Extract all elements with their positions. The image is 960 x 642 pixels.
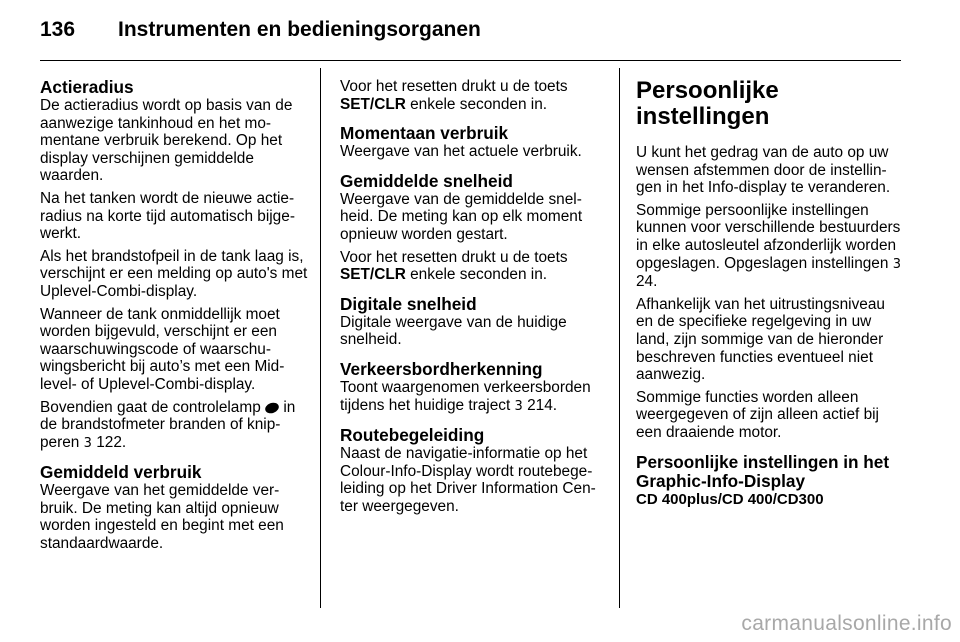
text: Voor het resetten drukt u de toets [340,78,568,95]
key-label: SET/CLR [340,266,406,284]
text: Bovendien gaat de controlelamp [40,398,261,416]
paragraph: Wanneer de tank onmiddellijk moet worden bijgevuld, verschijnt er een waarschuwingscode of waarschuwingsbericht bij auto’s met een Mid-level- of Uplevel-Combi-display. [40,305,285,393]
section-title [636,78,904,130]
paragraph: Weergave van de gemiddelde snelheid. De meting kan op elk moment opnieuw worden gestart. [340,190,583,243]
heading-momentaan-verbruik: Momentaan verbruik [340,123,509,144]
xref-arrow-icon: 3 [514,398,523,414]
header-rule [40,60,901,61]
heading-routebegeleiding: Routebegeleiding [340,425,485,446]
paragraph [340,249,606,284]
xref-arrow-icon: 3 [83,435,92,451]
column-1 [40,78,308,558]
paragraph: De actieradius wordt op basis van de aanwezige tankinhoud en het momentane verbruik berekend. Op het display verschijnen gemiddelde waarden. [40,97,293,185]
paragraph: Digitale weergave van de huidige snelheid. [340,313,567,349]
paragraph: Als het brandstofpeil in de tank laag is, verschijnt er een melding op auto's met Uplevel-Combi-display. [40,247,308,300]
page-reference[interactable]: 24. [636,273,658,291]
page-reference[interactable]: 214. [527,396,558,414]
paragraph: Afhankelijk van het uitrustingsniveau en de specifieke regelgeving in uw land, zijn sommige van de hieronder beschreven functies eventueel niet aanwezig. [636,295,885,384]
xref-arrow-icon: 3 [892,256,901,272]
text: Toont waargenomen verkeersborden tijdens het huidige traject [340,378,591,414]
subheading-models: CD 400plus/CD 400/CD300 [636,490,824,508]
paragraph [40,399,308,453]
paragraph: Weergave van het gemiddelde verbruik. De meting kan altijd opnieuw worden ingesteld en begint met een standaardwaarde. [40,482,284,553]
heading-gemiddeld-verbruik: Gemiddeld verbruik [40,462,202,483]
heading-actieradius: Actieradius [40,77,134,97]
paragraph [636,202,904,291]
heading-verkeersbordherkenning: Verkeersbordherkenning [340,358,543,379]
chapter-title: Instrumenten en bedieningsorganen [118,18,481,41]
paragraph: Naast de navigatie-informatie op het Colour-Info-Display wordt routebegeleiding op het Driver Information Center weergegeven. [340,445,596,515]
column-divider-2 [619,68,620,608]
page-reference[interactable]: 122. [96,433,127,451]
paragraph: Weergave van het actuele verbruik. [340,143,582,161]
heading-gemiddelde-snelheid: Gemiddelde snelheid [340,170,513,191]
watermark: carmanualsonline.info [741,612,952,635]
text: Sommige persoonlijke instellingen kunnen voor verschillende bestuurders in elke autosleutel afzonderlijk worden opgeslagen. Opgeslagen instellingen [636,201,901,272]
column-2 [340,78,606,521]
text: Voor het resetten drukt u de toets [340,248,568,266]
paragraph: Na het tanken wordt de nieuwe actieradius na korte tijd automatisch bijgewerkt. [40,189,295,243]
column-3 [636,78,904,508]
title-line: instellingen [636,103,770,130]
page-number: 136 [40,18,76,41]
paragraph [340,78,606,113]
text: enkele seconden in. [410,266,548,284]
text: enkele seconden in. [410,95,548,113]
paragraph [340,379,606,415]
text: in de brandstofmeter branden of knipperen [40,398,296,451]
heading-digitale-snelheid: Digitale snelheid [340,293,477,314]
heading-graphic-info-display: Persoonlijke instellingen in het Graphic-Info-Display [636,451,890,491]
column-divider-1 [320,68,321,608]
title-line: Persoonlijke [636,77,779,104]
page-header [40,18,900,58]
fuel-warning-lamp-icon [264,400,281,414]
key-label: SET/CLR [340,95,406,113]
paragraph: U kunt het gedrag van de auto op uw wensen afstemmen door de instellingen in het Info-display te veranderen. [636,144,891,197]
paragraph: Sommige functies worden alleen weergegeven of zijn alleen actief bij een draaiende motor. [636,388,879,441]
